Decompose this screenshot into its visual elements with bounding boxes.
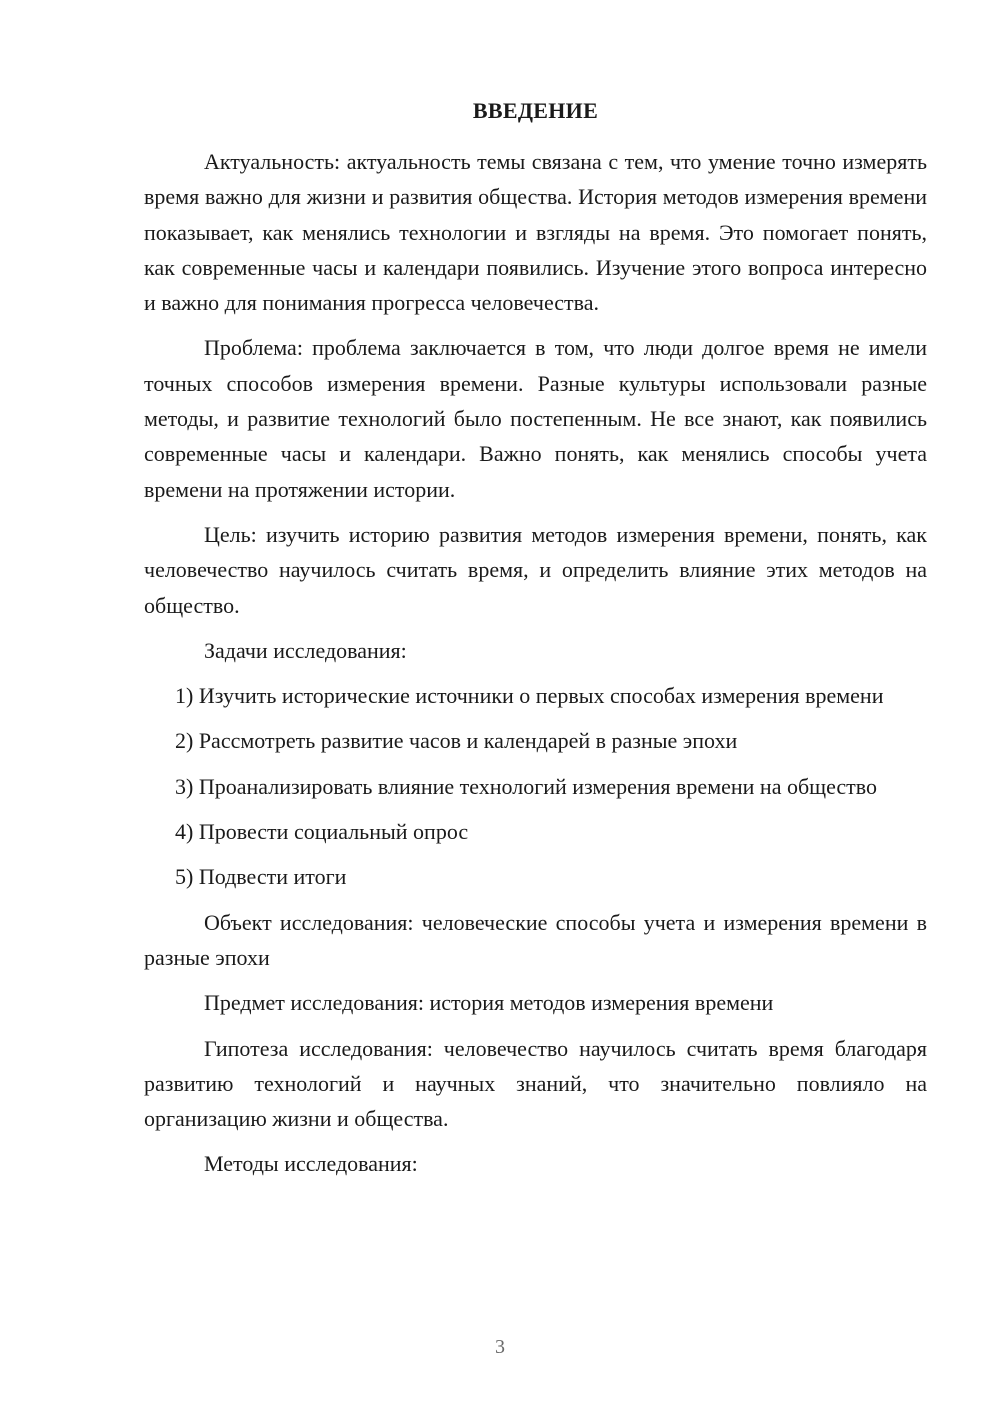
document-page (144, 96, 927, 1192)
page-number: 3 (495, 1336, 505, 1358)
problem-paragraph: Проблема: проблема заключается в том, что люди долгое время не имели точных способов измерения времени. Разные культуры использовали разные методы, и развитие технологий было постепенным. Не все знают, как появились современные часы и календари. Важно понять, как менялись способы учета времени на протяжении истории. (144, 335, 927, 502)
task-item: 3) Проанализировать влияние технологий измерения времени на общество (175, 773, 878, 799)
task-item: 4) Провести социальный опрос (175, 819, 469, 845)
object-paragraph: Объект исследования: человеческие способы учета и измерения времени в разные эпохи (144, 909, 927, 970)
goal-paragraph: Цель: изучить историю развития методов измерения времени, понять, как человечество научилось считать время, и определить влияние этих методов на общество. (144, 521, 927, 618)
tasks-heading: Задачи исследования: (204, 637, 407, 663)
methods-heading: Методы исследования: (204, 1151, 418, 1177)
task-item: 5) Подвести итоги (175, 864, 347, 890)
task-item: 2) Рассмотреть развитие часов и календарей в разные эпохи (175, 728, 738, 754)
task-item: 1) Изучить исторические источники о первых способах измерения времени (175, 683, 884, 709)
hypothesis-paragraph: Гипотеза исследования: человечество научилось считать время благодаря развитию технологий и научных знаний, что значительно повлияло на организацию жизни и общества. (144, 1035, 927, 1132)
relevance-paragraph: Актуальность: актуальность темы связана с тем, что умение точно измерять время важно для жизни и развития общества. История методов измерения времени показывает, как менялись технологии и взгляды на время. Это помогает понять, как современные часы и календари появились. Изучение этого вопроса интересно и важно для понимания прогресса человечества. (144, 149, 927, 316)
subject-paragraph: Предмет исследования: история методов измерения времени (204, 990, 774, 1016)
section-title: ВВЕДЕНИЕ (472, 98, 599, 123)
